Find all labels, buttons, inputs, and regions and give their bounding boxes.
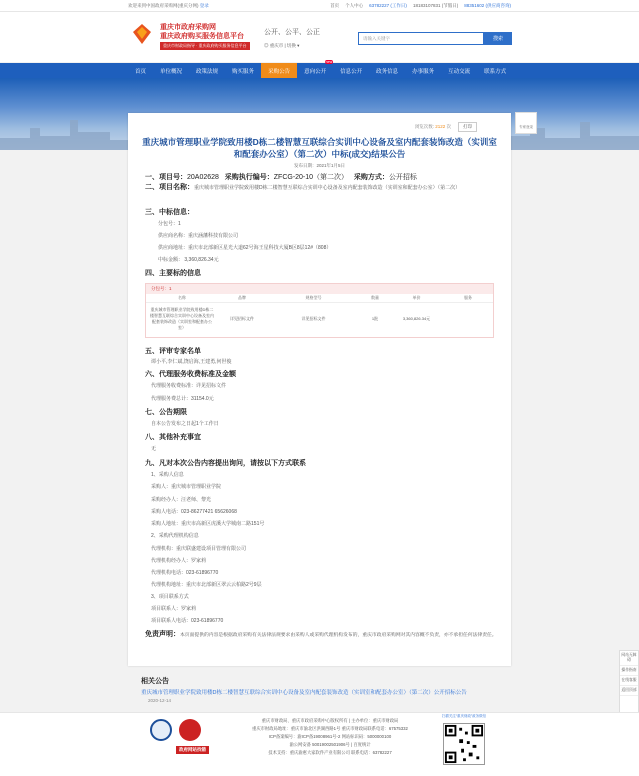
region-switcher[interactable]: ◎ 重庆市 | 切换 ▾ bbox=[264, 43, 300, 48]
contact-project-heading: 3、项目联系方式 bbox=[151, 594, 189, 600]
nav-item-info[interactable]: 信息公开 bbox=[340, 68, 363, 75]
nav-item-procurement-notice[interactable]: 采购公告 bbox=[261, 63, 297, 78]
site-subtitle: 重庆市财政局指导 · 重庆政府购买服务信息平台 bbox=[160, 42, 250, 50]
col-name: 名称 bbox=[178, 295, 186, 300]
page-title: 重庆城市管理职业学院致用楼D栋二楼智慧互联综合实训中心设备及室内配套装饰改造（实训室和配套办公室）（第二次）中标(成交)结果公告 bbox=[142, 137, 497, 159]
gov-error-report-link[interactable]: 政府网站找错 bbox=[176, 746, 209, 754]
main-nav bbox=[0, 60, 639, 78]
cell-price: 3,360,826.34元 bbox=[402, 316, 431, 321]
related-date: 2020-12-14 bbox=[148, 698, 172, 703]
agency-phone: 代理机构电话：023-61896770 bbox=[151, 570, 219, 576]
section-project-name: 二、项目名称：重庆城市管理职业学院致用楼D栋二楼智慧互联综合实训中心设备及室内配套装饰改造（实训室和配套办公室）（第二次） bbox=[145, 184, 461, 191]
publish-date: 发布日期：2021年1月5日 bbox=[293, 163, 345, 168]
phone-workday: 63782227 (工作日) bbox=[369, 2, 407, 8]
agency-name: 代理机构：重庆联盛建设项目管理有限公司 bbox=[151, 546, 247, 552]
phone-supplier: 88351602 (供应商咨询) bbox=[464, 2, 511, 8]
section-project-number: 一、项目号：20A02628 采购执行编号：ZFCG-20-10（第二次） 采购方式：公开招标 bbox=[145, 174, 417, 181]
table-header-row bbox=[146, 294, 493, 302]
cell-qty: 1批 bbox=[371, 316, 379, 321]
qr-caption: 扫描关注“重庆财政”政务微信 bbox=[441, 714, 487, 718]
section-award-info: 三、中标信息： bbox=[145, 209, 194, 216]
sidebar-item-guide[interactable]: 操作指南 bbox=[620, 666, 638, 676]
sidebar-item-accessibility[interactable]: 网站无障碍 bbox=[620, 651, 638, 666]
nav-item-policy[interactable]: 政策法规 bbox=[196, 68, 219, 75]
nav-item-service[interactable]: 办事服务 bbox=[412, 68, 435, 75]
related-heading: 相关公告 bbox=[141, 678, 169, 685]
view-count: 浏览次数: 2122 次 bbox=[414, 124, 451, 129]
disclaimer: 免责声明：本页面提供的内容是根据政府采购有关法律法规要求由采购人或采购代理机构发布的，重庆市政府采购网对其内容概不负责，亦不承担任何法律责任。 bbox=[145, 631, 497, 638]
table-package: 分包号：1 bbox=[146, 284, 493, 294]
fee-total: 代理服务费总计：31154.0元 bbox=[151, 396, 214, 402]
section-agency-fee: 六、代理服务收费标准及金额 bbox=[145, 371, 236, 378]
project-contact-name: 项目联系人：罗家莉 bbox=[151, 606, 197, 612]
purchaser-name: 采购人：重庆城市管理职业学院 bbox=[151, 484, 222, 490]
purchaser-agent: 采购经办人：汪老师、黎光 bbox=[151, 497, 212, 503]
cell-name: 重庆城市管理职业学院致用楼D栋二楼智慧互联综合实训中心设备及室内配套装饰改造（实训室和配套办公室） bbox=[150, 307, 214, 330]
nav-item-home[interactable]: 首页 bbox=[135, 68, 147, 75]
contact-agency-heading: 2、采购代理机构信息 bbox=[151, 533, 199, 539]
site-name: 重庆市政府采购网 重庆政府购买服务信息平台 bbox=[160, 24, 244, 40]
nav-item-overview[interactable]: 单位概况 bbox=[160, 68, 183, 75]
award-amount: 中标金额： 3,360,826.34元 bbox=[158, 257, 219, 263]
agency-agent: 代理机构经办人：罗家莉 bbox=[151, 558, 207, 564]
section-notice-period: 七、公告期限 bbox=[145, 409, 187, 416]
article-card bbox=[128, 113, 511, 666]
expert-list: 谭小平,李仁斌,饶启海,王建勇,何世俊 bbox=[151, 359, 232, 365]
expert-login-button[interactable]: 专家登录 bbox=[515, 112, 537, 134]
fee-standard: 代理服务收费标准：详见招标文件 bbox=[151, 383, 227, 389]
search-button[interactable]: 搜索 bbox=[484, 32, 512, 45]
nav-item-gov-info[interactable]: 政务信息 bbox=[376, 68, 399, 75]
section-contact: 九、凡对本次公告内容提出询问，请按以下方式联系 bbox=[145, 460, 306, 467]
footer-info: 重庆市财政局、重庆市政府采购中心版权所有 | 主办单位：重庆市财政局 重庆市财政局地址：重庆市渝北区洪湖西路1号 重庆市财政局联系电话：67575332 ICP备案编号：渝ICP备19008961号-2 网站标识码：5000000100 渝公网安备 50019002501906号 | 百度统计 技术支持：重庆渝惠大家软件产业有限公司 联系电话：63782227 bbox=[252, 718, 408, 755]
sidebar-item-service[interactable]: 在线客服 bbox=[620, 676, 638, 686]
site-footer bbox=[0, 712, 639, 776]
agency-address: 代理机构地址：重庆市北部新区翠云云柏路2号9层 bbox=[151, 582, 262, 588]
col-qty: 数量 bbox=[371, 295, 379, 300]
section-other: 八、其他补充事宜 bbox=[145, 434, 201, 441]
party-gov-badge-icon[interactable] bbox=[150, 719, 172, 741]
purchaser-address: 采购人地址：重庆市高新区虎溪大学城南二路151号 bbox=[151, 521, 265, 527]
award-supplier: 供应商名称：重庆涵藩科技有限公司 bbox=[158, 233, 239, 239]
site-header bbox=[0, 12, 639, 62]
other-value: 无 bbox=[151, 446, 157, 452]
related-link[interactable]: 重庆城市管理职业学院致用楼D栋二楼智慧互联综合实训中心设备及室内配套装饰改造（实训室和配套办公室）（第二次）公开招标公告 bbox=[141, 690, 467, 696]
col-price: 单价 bbox=[412, 295, 421, 300]
new-badge: new bbox=[325, 60, 333, 64]
site-logo-icon[interactable] bbox=[131, 22, 153, 46]
contact-purchaser-heading: 1、采购人信息 bbox=[151, 472, 184, 478]
notice-period: 自本公告发布之日起1个工作日 bbox=[151, 421, 219, 427]
personal-center-link[interactable]: 个人中心 bbox=[345, 2, 364, 8]
slogan: 公开、公平、公正 bbox=[264, 29, 320, 36]
col-brand: 品牌 bbox=[238, 295, 246, 300]
nav-item-interaction[interactable]: 互动交流 bbox=[448, 68, 471, 75]
phone-holiday: 18183107831 (节假日) bbox=[412, 2, 459, 8]
award-address: 供应商地址：重庆市北部新区星光大道62号海王星科技大厦B区8层12#（808） bbox=[158, 245, 332, 251]
cell-spec: 详见招标文件 bbox=[301, 316, 326, 321]
qr-code-icon bbox=[443, 723, 485, 765]
col-service: 服务 bbox=[464, 295, 472, 300]
nav-item-intention[interactable]: 意向公开 new bbox=[304, 60, 333, 75]
section-experts: 五、评审专家名单 bbox=[145, 348, 201, 355]
items-table bbox=[145, 283, 494, 338]
home-link[interactable]: 首页 bbox=[330, 2, 340, 8]
print-button[interactable]: 打印 bbox=[458, 122, 477, 132]
cell-brand: 详见招标文件 bbox=[230, 316, 254, 321]
welcome-text: 欢迎来到中国政府采购网(重庆分网) bbox=[128, 2, 199, 8]
section-main-items: 四、主要标的信息 bbox=[145, 270, 201, 277]
purchaser-phone: 采购人电话：023-86277421 65626068 bbox=[151, 509, 237, 515]
award-package: 分包号：1 bbox=[158, 221, 181, 227]
login-link[interactable]: 登录 bbox=[199, 2, 209, 8]
col-spec: 规格型号 bbox=[305, 295, 322, 300]
sidebar-item-top[interactable]: 返回顶部 bbox=[620, 686, 638, 696]
project-contact-phone: 项目联系人电话：023-61896770 bbox=[151, 618, 224, 624]
top-bar bbox=[0, 0, 639, 12]
nav-item-services[interactable]: 购买服务 bbox=[232, 68, 255, 75]
search-input[interactable]: 请输入关键字 bbox=[358, 32, 484, 45]
table-row bbox=[146, 302, 493, 335]
search-bar bbox=[358, 32, 512, 45]
gov-website-badge-icon[interactable] bbox=[179, 719, 201, 741]
nav-item-contact[interactable]: 联系方式 bbox=[484, 68, 507, 75]
